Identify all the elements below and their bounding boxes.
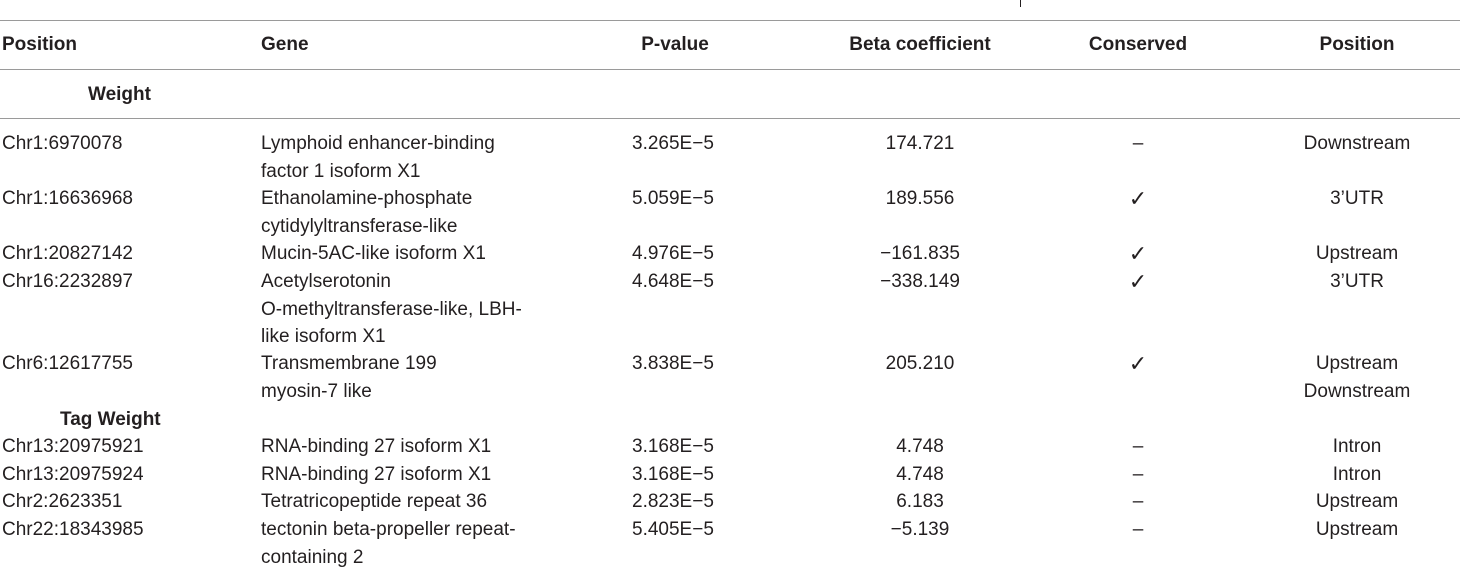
pvalue-cell: 4.976E−5	[632, 240, 714, 268]
position-cell: Chr22:18343985	[2, 516, 144, 544]
gene-cell-line: containing 2	[261, 544, 363, 571]
header-location: Position	[1286, 31, 1428, 59]
header-beta: Beta coefficient	[812, 31, 1028, 59]
gene-cell-line: tectonin beta-propeller repeat-	[261, 516, 516, 544]
gene-cell-line: Lymphoid enhancer-binding	[261, 130, 495, 158]
header-position: Position	[2, 31, 77, 59]
header-conserved: Conserved	[1068, 31, 1208, 59]
location-cell-line: 3’UTR	[1286, 185, 1428, 213]
gene-cell-line: Acetylserotonin	[261, 268, 391, 296]
conserved-check-icon: ✓	[1068, 350, 1208, 378]
gene-cell-line: factor 1 isoform X1	[261, 158, 420, 186]
gene-cell-line: Tetratricopeptide repeat 36	[261, 488, 487, 516]
header-gene: Gene	[261, 31, 309, 59]
beta-cell: −5.139	[812, 516, 1028, 544]
gene-cell-line: like isoform X1	[261, 323, 386, 351]
conserved-check-icon: ✓	[1068, 185, 1208, 213]
beta-cell: 6.183	[812, 488, 1028, 516]
location-cell-line: Intron	[1286, 461, 1428, 489]
gene-cell-line: myosin-7 like	[261, 378, 372, 406]
beta-cell: 4.748	[812, 461, 1028, 489]
pvalue-cell: 3.838E−5	[632, 350, 714, 378]
gene-cell-line: Ethanolamine-phosphate	[261, 185, 472, 213]
conserved-cell: –	[1068, 516, 1208, 544]
conserved-cell: –	[1068, 433, 1208, 461]
position-cell: Chr13:20975924	[2, 461, 144, 489]
gene-cell-line: cytidylyltransferase-like	[261, 213, 457, 241]
gene-cell-line: Transmembrane 199	[261, 350, 437, 378]
position-cell: Chr13:20975921	[2, 433, 144, 461]
pvalue-cell: 4.648E−5	[632, 268, 714, 296]
location-cell-line: Downstream	[1286, 378, 1428, 406]
table-top-marker	[1020, 0, 1021, 7]
location-cell-line: Downstream	[1286, 130, 1428, 158]
position-cell: Chr1:20827142	[2, 240, 133, 268]
pvalue-cell: 3.168E−5	[632, 433, 714, 461]
position-cell: Chr16:2232897	[2, 268, 133, 296]
location-cell-line: Upstream	[1286, 516, 1428, 544]
beta-cell: −338.149	[812, 268, 1028, 296]
gene-cell-line: RNA-binding 27 isoform X1	[261, 433, 491, 461]
position-cell: Chr2:2623351	[2, 488, 122, 516]
conserved-check-icon: ✓	[1068, 268, 1208, 296]
location-cell-line: 3’UTR	[1286, 268, 1428, 296]
conserved-cell: –	[1068, 488, 1208, 516]
conserved-cell: –	[1068, 461, 1208, 489]
section-title-weight: Weight	[88, 81, 151, 109]
table-top-rule	[0, 20, 1460, 21]
beta-cell: 189.556	[812, 185, 1028, 213]
beta-cell: 174.721	[812, 130, 1028, 158]
location-cell-line: Upstream	[1286, 488, 1428, 516]
pvalue-cell: 3.265E−5	[632, 130, 714, 158]
header-pvalue: P-value	[600, 31, 750, 59]
location-cell-line: Upstream	[1286, 240, 1428, 268]
pvalue-cell: 5.059E−5	[632, 185, 714, 213]
section-weight-rule	[0, 118, 1460, 119]
section-title-tag-weight: Tag Weight	[60, 406, 161, 434]
beta-cell: −161.835	[812, 240, 1028, 268]
gene-cell-line: Mucin-5AC-like isoform X1	[261, 240, 486, 268]
gene-cell-line: O-methyltransferase-like, LBH-	[261, 296, 522, 324]
beta-cell: 205.210	[812, 350, 1028, 378]
location-cell-line: Upstream	[1286, 350, 1428, 378]
position-cell: Chr1:16636968	[2, 185, 133, 213]
position-cell: Chr6:12617755	[2, 350, 133, 378]
conserved-check-icon: ✓	[1068, 240, 1208, 268]
pvalue-cell: 3.168E−5	[632, 461, 714, 489]
conserved-cell: –	[1068, 130, 1208, 158]
gene-cell-line: RNA-binding 27 isoform X1	[261, 461, 491, 489]
pvalue-cell: 2.823E−5	[632, 488, 714, 516]
pvalue-cell: 5.405E−5	[632, 516, 714, 544]
header-bottom-rule	[0, 69, 1460, 70]
position-cell: Chr1:6970078	[2, 130, 122, 158]
beta-cell: 4.748	[812, 433, 1028, 461]
location-cell-line: Intron	[1286, 433, 1428, 461]
